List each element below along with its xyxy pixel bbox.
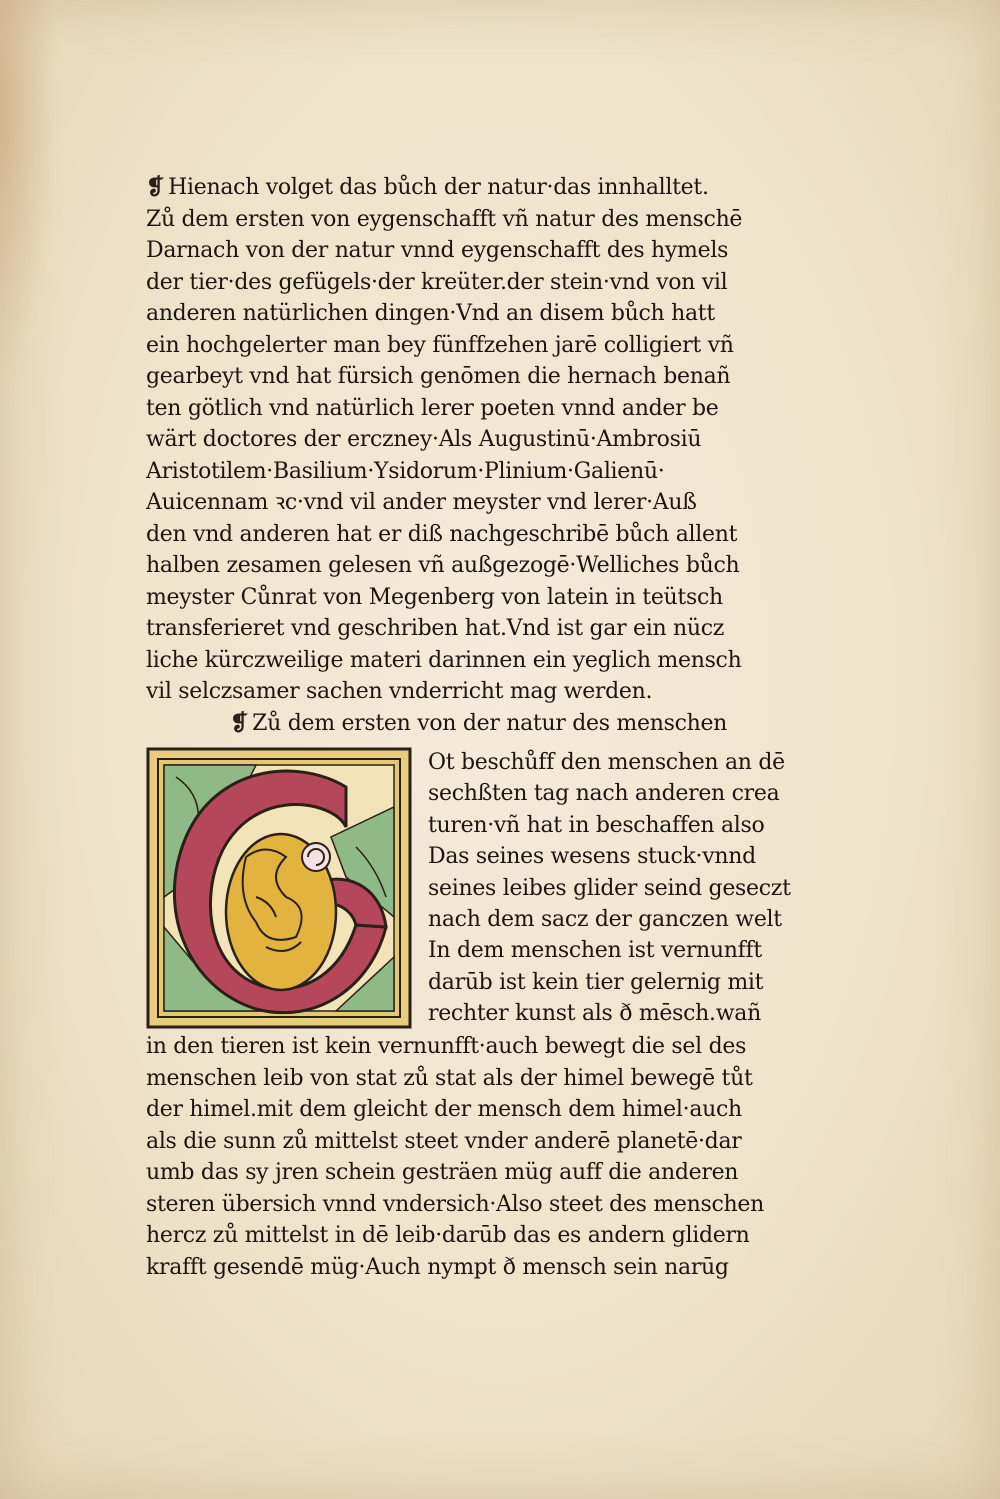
text-line: turen·vñ hat in beschaffen also bbox=[428, 812, 765, 838]
text-line: menschen leib von stat zů stat als der himel bewegē tůt bbox=[146, 1065, 753, 1091]
text-line: in den tieren ist kein vernunfft·auch bewegt die sel des bbox=[146, 1034, 747, 1059]
text-line: der tier·des gefügels·der kreüter.der stein·vnd von vil bbox=[146, 269, 728, 295]
text-line: liche kürczweilige materi darinnen ein yeglich mensch bbox=[146, 647, 742, 673]
text-line: Zů dem ersten von eygenschafft vñ natur des menschē bbox=[146, 206, 743, 232]
text-line: sechßten tag nach anderen crea bbox=[428, 781, 780, 807]
intro-paragraph bbox=[146, 172, 822, 708]
text-line: vil selczsamer sachen vnderricht mag werden. bbox=[146, 679, 653, 704]
text-line: darūb ist kein tier gelernig mit bbox=[428, 969, 764, 995]
text-line: Das seines wesens stuck·vnnd bbox=[428, 844, 756, 870]
text-line: ten götlich vnd natürlich lerer poeten vnnd ander be bbox=[146, 395, 719, 421]
text-line: wärt doctores der erczney·Als Augustinū·Ambrosiū bbox=[146, 427, 702, 452]
pilcrow-icon: ❡ bbox=[146, 174, 165, 200]
decorated-initial-G-icon bbox=[146, 747, 412, 1029]
text-line: umb das sy jren schein gesträen müg auff die anderen bbox=[146, 1160, 739, 1185]
text-line: krafft gesendē müg·Auch nympt ð mensch sein narūg bbox=[146, 1254, 729, 1280]
paper-stain bbox=[0, 0, 60, 380]
text-line: transferieret vnd geschriben hat.Vnd ist gar ein nücz bbox=[146, 616, 725, 641]
text-line bbox=[146, 172, 822, 204]
text-line: den vnd anderen hat er diß nachgeschribē bůch allent bbox=[146, 521, 738, 547]
initial-section bbox=[146, 747, 822, 1031]
text-line: der himel.mit dem gleicht der mensch dem himel·auch bbox=[146, 1097, 742, 1122]
text-line: In dem menschen ist vernunfft bbox=[428, 938, 762, 964]
text-line: gearbeyt vnd hat fürsich genōmen die hernach benañ bbox=[146, 364, 731, 389]
text-line: Aristotilem·Basilium·Ysidorum·Plinium·Galienū· bbox=[146, 458, 665, 484]
text-line: steren übersich vnnd vndersich·Also steet des menschen bbox=[146, 1191, 764, 1217]
pilcrow-icon: ❡ bbox=[230, 709, 249, 736]
text-line: als die sunn zů mittelst steet vnder anderē planetē·dar bbox=[146, 1128, 742, 1154]
text-line: Ot beschůff den menschen an dē bbox=[428, 750, 785, 775]
text-line: rechter kunst als ð mēsch.wañ bbox=[428, 1001, 761, 1027]
closing-paragraph bbox=[146, 1031, 822, 1283]
text-line: hercz zů mittelst in dē leib·darūb das es andern glidern bbox=[146, 1223, 750, 1248]
text-line: Auicennam ꝛc·vnd vil ander meyster vnd lerer·Auß bbox=[146, 490, 697, 515]
section-heading bbox=[146, 708, 822, 740]
text-line: halben zesamen gelesen vñ außgezogē·Welliches bůch bbox=[146, 553, 740, 578]
text-line: meyster Cůnrat von Megenberg von latein in teütsch bbox=[146, 584, 723, 610]
text-line: nach dem sacz der ganczen welt bbox=[428, 906, 782, 932]
text-column bbox=[146, 172, 822, 1283]
text-line: seines leibes glider seind geseczt bbox=[428, 875, 791, 901]
section-heading-text: Zů dem ersten von der natur des menschen bbox=[252, 710, 728, 736]
initial-paragraph bbox=[428, 747, 822, 1030]
text-line: Darnach von der natur vnnd eygenschafft des hymels bbox=[146, 238, 729, 263]
intro-first-line-text: Hienach volget das bůch der natur·das innhalltet. bbox=[168, 175, 709, 200]
text-line: ein hochgelerter man bey fünffzehen jarē colligiert vñ bbox=[146, 332, 734, 358]
text-line: anderen natürlichen dingen·Vnd an disem bůch hatt bbox=[146, 301, 715, 326]
